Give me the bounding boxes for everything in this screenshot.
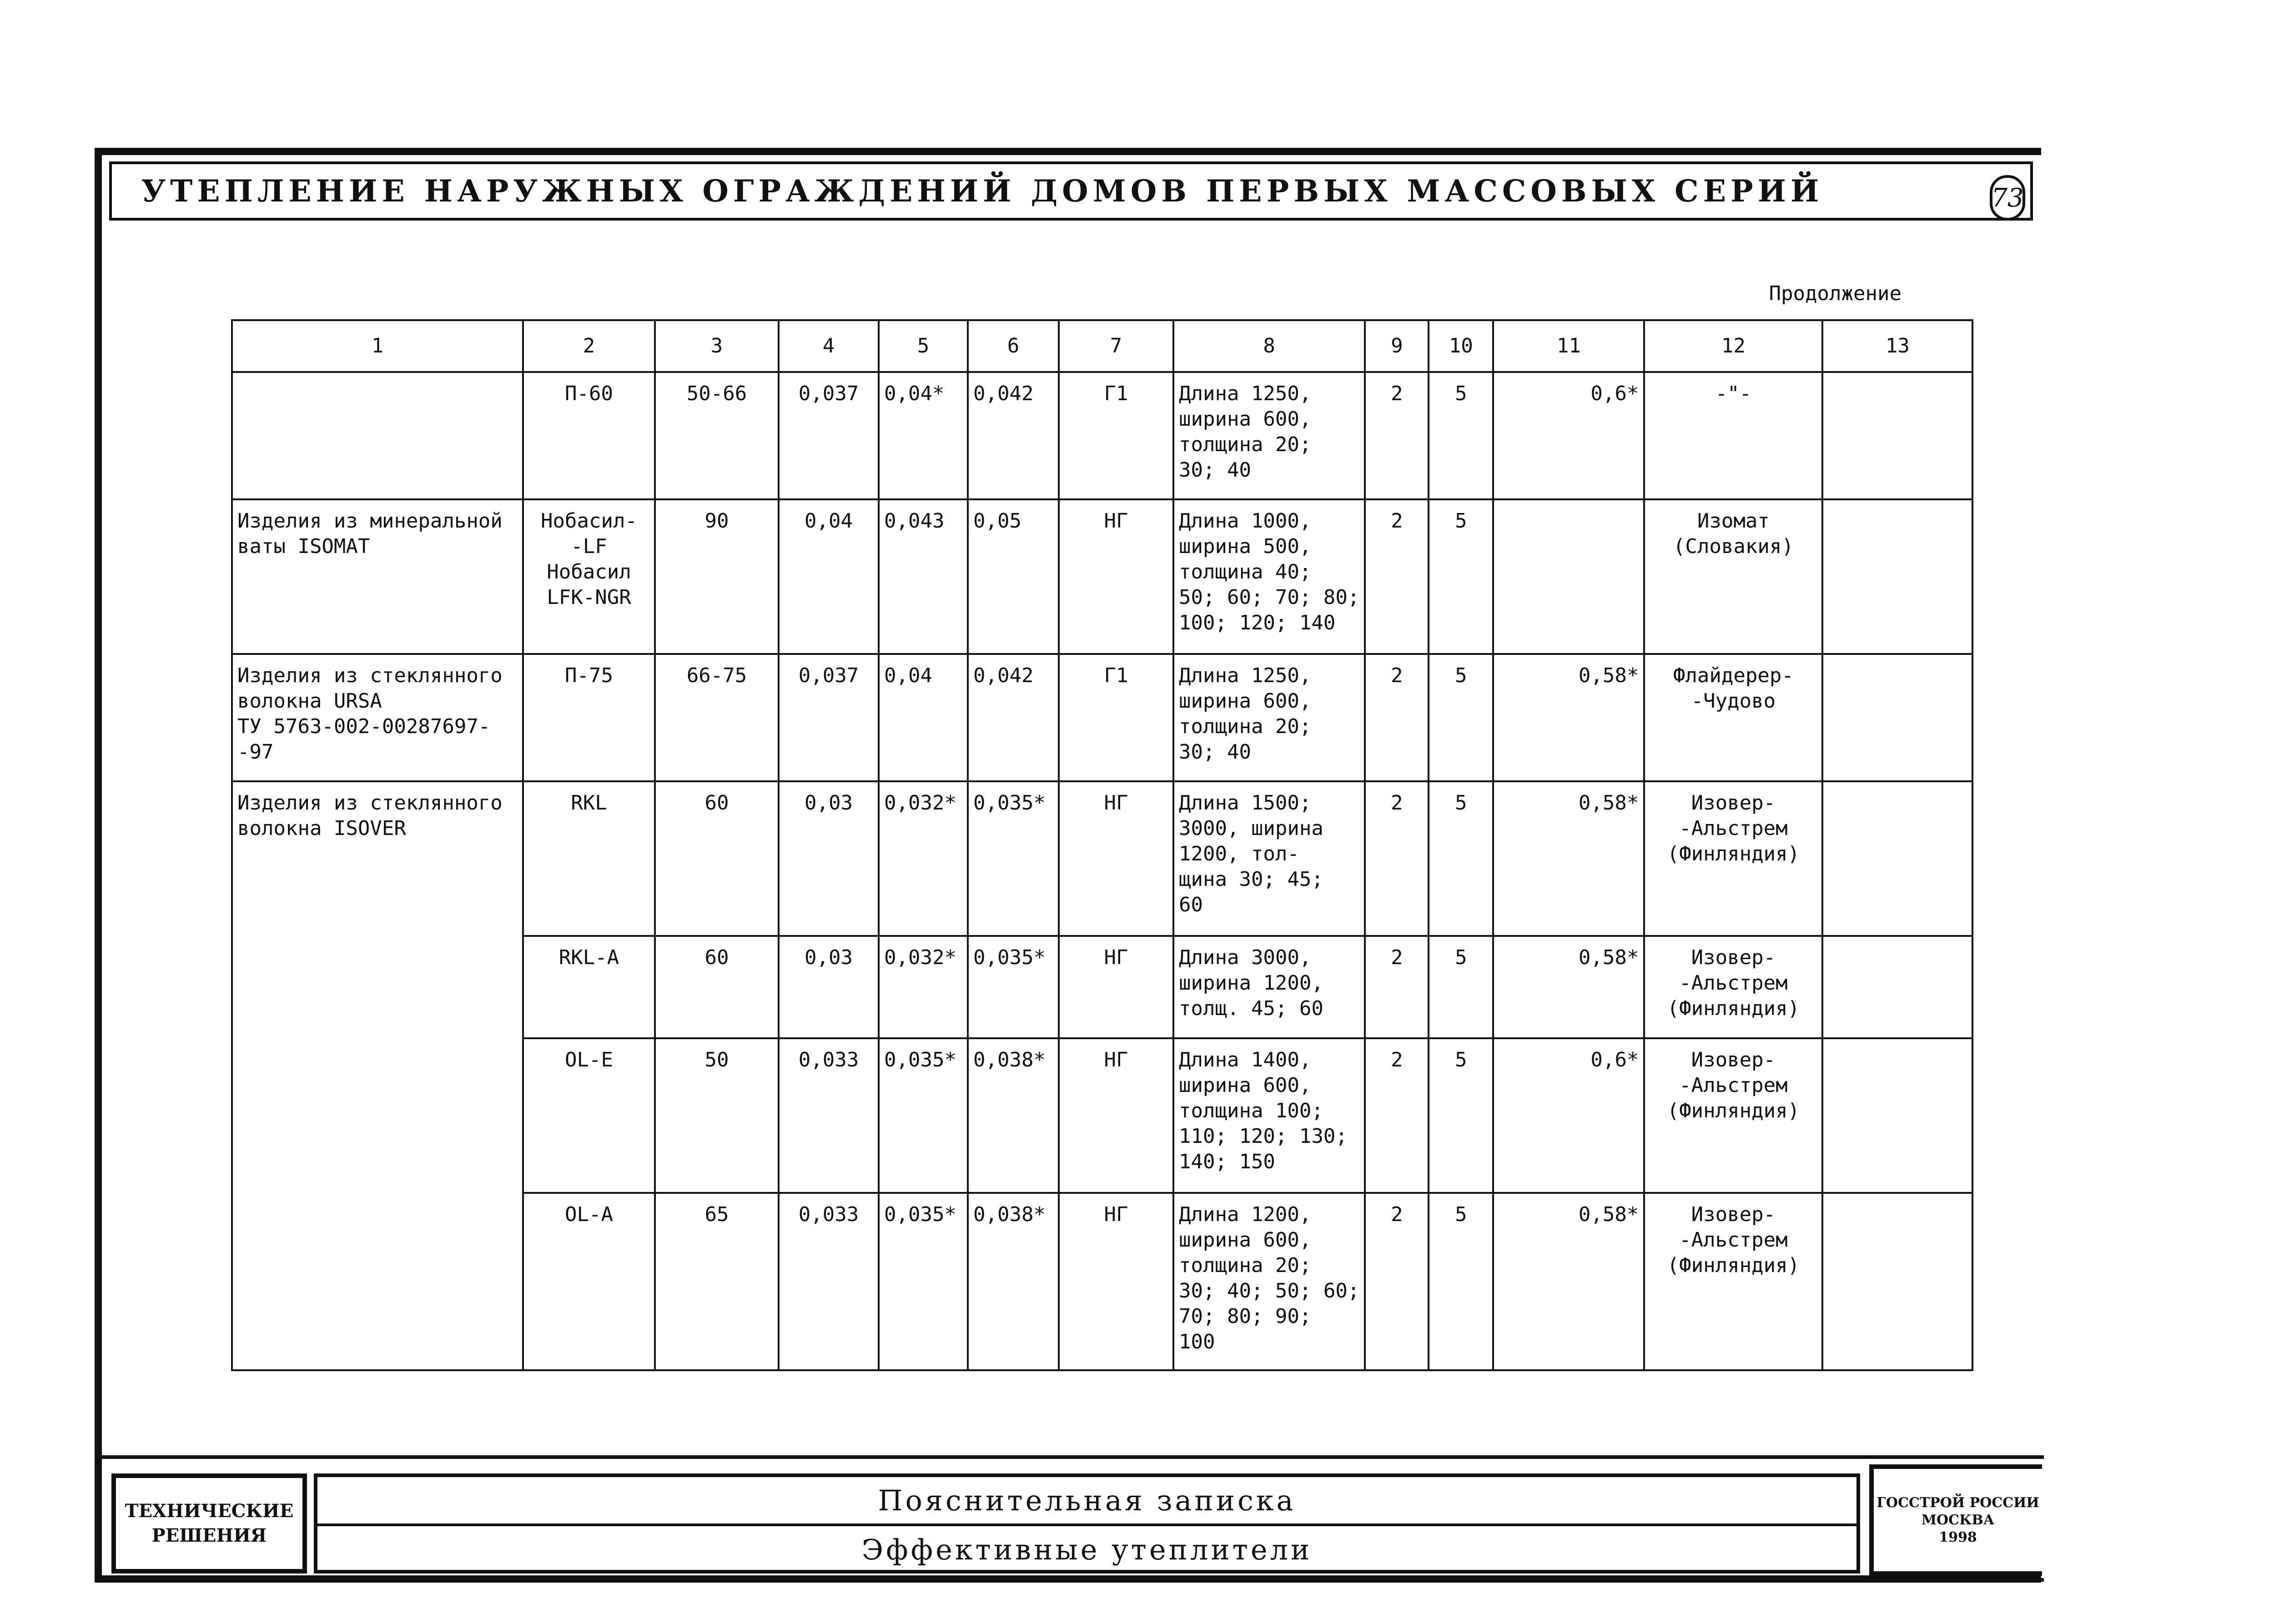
table-cell-col7: НГ xyxy=(1059,1193,1173,1370)
table-cell-col11: 0,58* xyxy=(1493,1193,1644,1370)
column-header-8: 8 xyxy=(1173,320,1365,372)
column-header-5: 5 xyxy=(879,320,968,372)
cell-text-line: Изовер- xyxy=(1691,1048,1776,1071)
table-header-row xyxy=(232,320,1972,372)
table-cell-col7: НГ xyxy=(1059,1038,1173,1193)
table-cell-col11: 0,6* xyxy=(1493,372,1644,499)
cell-text-line: (Финляндия) xyxy=(1667,1254,1800,1277)
cell-text-line: волокна ISOVER xyxy=(237,817,406,840)
column-header-2: 2 xyxy=(523,320,655,372)
cell-text-line: Длина 1200, xyxy=(1179,1203,1312,1226)
cell-text-line: OL-E xyxy=(565,1048,613,1071)
table-cell-col5: 0,035* xyxy=(879,1193,968,1370)
table-cell-col9: 2 xyxy=(1365,1193,1429,1370)
continuation-label: Продолжение xyxy=(1769,282,1902,305)
footer-section-title: Эффективные утеплители xyxy=(861,1533,1313,1566)
cell-text-line: -Чудово xyxy=(1691,689,1776,713)
table-cell-col6: 0,035* xyxy=(968,781,1059,936)
column-header-4: 4 xyxy=(779,320,879,372)
table-cell-col13 xyxy=(1822,936,1972,1038)
spec-table xyxy=(231,319,1973,1371)
table-cell-col11: 0,58* xyxy=(1493,654,1644,781)
footer-middle-box xyxy=(314,1473,1860,1574)
cell-text-line: 110; 120; 130; xyxy=(1179,1125,1348,1148)
table-cell-col2 xyxy=(523,1193,655,1370)
footer-city: МОСКВА xyxy=(1921,1512,1995,1528)
cell-text-line: ширина 600, xyxy=(1179,407,1312,431)
table-row xyxy=(232,372,1972,499)
table-cell-col10: 5 xyxy=(1429,372,1493,499)
table-cell-col4: 0,03 xyxy=(779,781,879,936)
cell-text-line: щина 30; 45; xyxy=(1179,868,1323,891)
table-cell-col11 xyxy=(1493,499,1644,654)
cell-text-line: 3000, ширина xyxy=(1179,817,1323,840)
column-header-10: 10 xyxy=(1429,320,1493,372)
table-row xyxy=(232,654,1972,781)
table-cell-col5: 0,032* xyxy=(879,781,968,936)
table-cell-col10: 5 xyxy=(1429,936,1493,1038)
cell-text-line: П-75 xyxy=(565,664,613,687)
table-cell-col4: 0,033 xyxy=(779,1038,879,1193)
table-cell-col8 xyxy=(1173,936,1365,1038)
cell-text-line: П-60 xyxy=(565,382,613,405)
table-cell-col9: 2 xyxy=(1365,936,1429,1038)
table-cell-col10: 5 xyxy=(1429,654,1493,781)
cell-text-line: ширина 600, xyxy=(1179,1228,1312,1252)
cell-text-line: 100; 120; 140 xyxy=(1179,611,1336,634)
table-cell-col7: НГ xyxy=(1059,499,1173,654)
table-cell-col6: 0,042 xyxy=(968,654,1059,781)
table-cell-col12 xyxy=(1644,936,1822,1038)
table-cell-col12 xyxy=(1644,654,1822,781)
cell-text-line: Длина 1500; xyxy=(1179,791,1312,815)
cell-text-line: 50; 60; 70; 80; xyxy=(1179,586,1360,609)
table-cell-col12 xyxy=(1644,1193,1822,1370)
table-cell-col13 xyxy=(1822,1193,1972,1370)
table-cell-col6: 0,035* xyxy=(968,936,1059,1038)
table-cell-col7: Г1 xyxy=(1059,654,1173,781)
footer-left-line2: РЕШЕНИЯ xyxy=(151,1525,267,1546)
cell-text-line: (Словакия) xyxy=(1673,535,1794,558)
table-cell-col10: 5 xyxy=(1429,781,1493,936)
column-header-12: 12 xyxy=(1644,320,1822,372)
table-cell-col2 xyxy=(523,1038,655,1193)
cell-text-line: LFK-NGR xyxy=(547,586,631,609)
table-cell-col3: 50 xyxy=(655,1038,779,1193)
spec-table-container xyxy=(231,319,1973,1371)
table-cell-col12 xyxy=(1644,781,1822,936)
table-cell-col4: 0,03 xyxy=(779,936,879,1038)
table-cell-col4: 0,04 xyxy=(779,499,879,654)
cell-text-line: -97 xyxy=(237,740,274,764)
cell-text-line: 140; 150 xyxy=(1179,1150,1275,1173)
table-cell-col2 xyxy=(523,499,655,654)
table-cell-col12 xyxy=(1644,372,1822,499)
table-cell-col1 xyxy=(232,781,523,1370)
table-cell-col13 xyxy=(1822,654,1972,781)
cell-text-line: ширина 600, xyxy=(1179,689,1312,713)
table-cell-col4: 0,037 xyxy=(779,372,879,499)
column-header-6: 6 xyxy=(968,320,1059,372)
table-cell-col13 xyxy=(1822,372,1972,499)
cell-text-line: Изовер- xyxy=(1691,1203,1776,1226)
cell-text-line: -LF xyxy=(571,535,607,558)
table-cell-col13 xyxy=(1822,1038,1972,1193)
footer-year: 1998 xyxy=(1939,1529,1977,1545)
cell-text-line: 70; 80; 90; xyxy=(1179,1305,1312,1328)
cell-text-line: RKL xyxy=(571,791,607,815)
table-cell-col3: 66-75 xyxy=(655,654,779,781)
cell-text-line: толщ. 45; 60 xyxy=(1179,997,1323,1020)
table-cell-col6: 0,038* xyxy=(968,1193,1059,1370)
table-cell-col1 xyxy=(232,499,523,654)
cell-text-line: Флайдерер- xyxy=(1673,664,1794,687)
table-cell-col8 xyxy=(1173,1038,1365,1193)
table-cell-col6: 0,042 xyxy=(968,372,1059,499)
cell-text-line: ваты ISOMAT xyxy=(237,535,370,558)
table-cell-col8 xyxy=(1173,372,1365,499)
cell-text-line: -Альстрем xyxy=(1679,1074,1788,1097)
table-cell-col2 xyxy=(523,654,655,781)
cell-text-line: волокна URSA xyxy=(237,689,382,713)
table-cell-col9: 2 xyxy=(1365,1038,1429,1193)
cell-text-line: 30; 40 xyxy=(1179,740,1251,764)
table-cell-col9: 2 xyxy=(1365,781,1429,936)
cell-text-line: Нобасил xyxy=(547,560,631,583)
table-cell-col5: 0,043 xyxy=(879,499,968,654)
cell-text-line: Длина 1250, xyxy=(1179,664,1312,687)
table-body xyxy=(232,372,1972,1370)
cell-text-line: -Альстрем xyxy=(1679,971,1788,995)
table-cell-col5: 0,032* xyxy=(879,936,968,1038)
cell-text-line: толщина 20; xyxy=(1179,715,1312,738)
table-row xyxy=(232,499,1972,654)
table-cell-col2 xyxy=(523,372,655,499)
cell-text-line: (Финляндия) xyxy=(1667,842,1800,865)
cell-text-line: Длина 1000, xyxy=(1179,509,1312,533)
cell-text-line: -"- xyxy=(1715,382,1752,405)
cell-text-line: 100 xyxy=(1179,1330,1215,1353)
footer-publisher-box xyxy=(1869,1464,2042,1576)
table-cell-col6: 0,05 xyxy=(968,499,1059,654)
footer-rule-top xyxy=(102,1455,2044,1459)
cell-text-line: толщина 100; xyxy=(1179,1099,1323,1122)
cell-text-line: (Финляндия) xyxy=(1667,997,1800,1020)
table-cell-col4: 0,037 xyxy=(779,654,879,781)
column-header-1: 1 xyxy=(232,320,523,372)
table-cell-col9: 2 xyxy=(1365,499,1429,654)
table-cell-col8 xyxy=(1173,654,1365,781)
cell-text-line: ширина 500, xyxy=(1179,535,1312,558)
cell-text-line: толщина 20; xyxy=(1179,1254,1312,1277)
cell-text-line: Длина 3000, xyxy=(1179,946,1312,969)
table-cell-col2 xyxy=(523,781,655,936)
cell-text-line: OL-A xyxy=(565,1203,613,1226)
table-cell-col8 xyxy=(1173,781,1365,936)
table-cell-col6: 0,038* xyxy=(968,1038,1059,1193)
cell-text-line: 30; 40; 50; 60; xyxy=(1179,1279,1360,1302)
cell-text-line: Изделия из стеклянного xyxy=(237,791,503,815)
table-cell-col3: 60 xyxy=(655,781,779,936)
column-header-7: 7 xyxy=(1059,320,1173,372)
page-number: 73 xyxy=(1990,175,2025,221)
footer-left-box xyxy=(111,1473,307,1574)
table-cell-col9: 2 xyxy=(1365,654,1429,781)
table-cell-col3: 90 xyxy=(655,499,779,654)
cell-text-line: (Финляндия) xyxy=(1667,1099,1800,1122)
table-cell-col11: 0,6* xyxy=(1493,1038,1644,1193)
cell-text-line: толщина 20; xyxy=(1179,433,1312,456)
table-cell-col2 xyxy=(523,936,655,1038)
column-header-13: 13 xyxy=(1822,320,1972,372)
cell-text-line: Изделия из минеральной xyxy=(237,509,503,533)
table-cell-col13 xyxy=(1822,499,1972,654)
table-cell-col5: 0,04 xyxy=(879,654,968,781)
cell-text-line: Длина 1250, xyxy=(1179,382,1312,405)
cell-text-line: Изовер- xyxy=(1691,946,1776,969)
table-cell-col1 xyxy=(232,654,523,781)
table-cell-col9: 2 xyxy=(1365,372,1429,499)
cell-text-line: -Альстрем xyxy=(1679,1228,1788,1252)
table-row xyxy=(232,781,1972,936)
cell-text-line: Нобасил- xyxy=(541,509,637,533)
table-cell-col3: 60 xyxy=(655,936,779,1038)
cell-text-line: ширина 600, xyxy=(1179,1074,1312,1097)
table-cell-col7: НГ xyxy=(1059,936,1173,1038)
cell-text-line: Изовер- xyxy=(1691,791,1776,815)
column-header-11: 11 xyxy=(1493,320,1644,372)
footer-left-line1: ТЕХНИЧЕСКИЕ xyxy=(125,1500,294,1522)
cell-text-line: -Альстрем xyxy=(1679,817,1788,840)
cell-text-line: 60 xyxy=(1179,893,1203,916)
table-cell-col7: НГ xyxy=(1059,781,1173,936)
table-cell-col11: 0,58* xyxy=(1493,936,1644,1038)
footer-publisher: ГОССТРОЙ РОССИИ xyxy=(1877,1494,2039,1511)
table-cell-col7: Г1 xyxy=(1059,372,1173,499)
table-cell-col5: 0,035* xyxy=(879,1038,968,1193)
table-cell-col13 xyxy=(1822,781,1972,936)
cell-text-line: 1200, тол- xyxy=(1179,842,1299,865)
column-header-3: 3 xyxy=(655,320,779,372)
table-cell-col4: 0,033 xyxy=(779,1193,879,1370)
cell-text-line: Изомат xyxy=(1697,509,1770,533)
table-cell-col11: 0,58* xyxy=(1493,781,1644,936)
cell-text-line: 30; 40 xyxy=(1179,458,1251,482)
table-cell-col12 xyxy=(1644,499,1822,654)
cell-text-line: ТУ 5763-002-00287697- xyxy=(237,715,491,738)
table-cell-col3: 50-66 xyxy=(655,372,779,499)
cell-text-line: Длина 1400, xyxy=(1179,1048,1312,1071)
table-cell-col10: 5 xyxy=(1429,499,1493,654)
table-cell-col8 xyxy=(1173,1193,1365,1370)
table-cell-col8 xyxy=(1173,499,1365,654)
cell-text-line: ширина 1200, xyxy=(1179,971,1323,995)
footer-rule-bottom xyxy=(102,1578,2044,1582)
table-cell-col1 xyxy=(232,372,523,499)
cell-text-line: Изделия из стеклянного xyxy=(237,664,503,687)
column-header-9: 9 xyxy=(1365,320,1429,372)
page-title: УТЕПЛЕНИЕ НАРУЖНЫХ ОГРАЖДЕНИЙ ДОМОВ ПЕРВЫХ МАССОВЫХ СЕРИЙ xyxy=(141,173,1824,209)
table-cell-col3: 65 xyxy=(655,1193,779,1370)
table-cell-col5: 0,04* xyxy=(879,372,968,499)
table-cell-col10: 5 xyxy=(1429,1038,1493,1193)
table-cell-col12 xyxy=(1644,1038,1822,1193)
footer-document-type: Пояснительная записка xyxy=(317,1477,1856,1526)
cell-text-line: толщина 40; xyxy=(1179,560,1312,583)
table-cell-col10: 5 xyxy=(1429,1193,1493,1370)
cell-text-line: RKL-A xyxy=(558,946,619,969)
